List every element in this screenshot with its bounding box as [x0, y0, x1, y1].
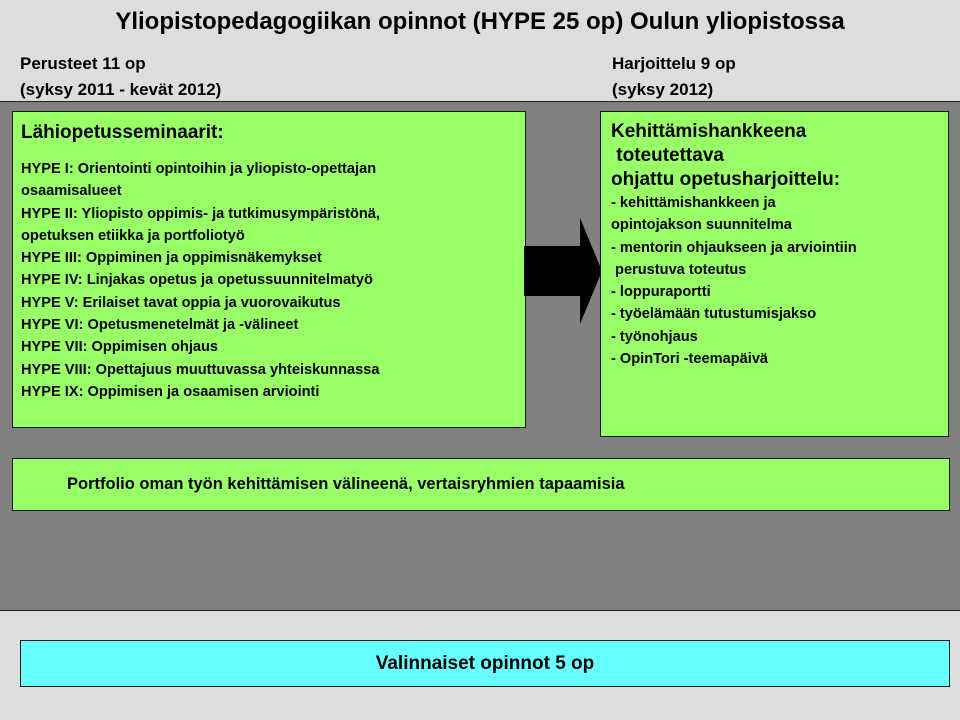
seminar-item: HYPE IV: Linjakas opetus ja opetussuunnitelmatyö [21, 272, 373, 289]
basics-period: (syksy 2011 - kevät 2012) [20, 80, 222, 99]
practice-item: - kehittämishankkeen ja [611, 195, 776, 211]
portfolio-text: Portfolio oman työn kehittämisen välineenä, vertaisryhmien tapaamisia [67, 475, 625, 493]
practice-credits: Harjoittelu 9 op [612, 54, 736, 73]
elective-box [20, 640, 950, 687]
practice-item: perustuva toteutus [611, 261, 747, 278]
seminar-item: HYPE VII: Oppimisen ohjaus [21, 339, 219, 356]
seminar-item: HYPE IX: Oppimisen ja osaamisen arviointi [21, 383, 320, 400]
seminar-item: HYPE II: Yliopisto oppimis- ja tutkimusympäristönä, [21, 205, 380, 222]
seminar-item: osaamisalueet [21, 183, 122, 200]
basics-header [20, 51, 221, 103]
seminar-item: HYPE III: Oppiminen ja oppimisnäkemykset [21, 250, 322, 267]
practice-item: - työnohjaus [611, 328, 698, 345]
practice-heading-line: toteutettava [611, 145, 724, 166]
practice-heading-line: Kehittämishankkeena [611, 121, 807, 142]
practice-box [600, 111, 949, 437]
page-title: Yliopistopedagogiikan opinnot (HYPE 25 op) Oulun yliopistossa [115, 8, 845, 35]
seminar-item: HYPE VI: Opetusmenetelmät ja -välineet [21, 317, 299, 334]
practice-item: - loppuraportti [611, 284, 711, 301]
basics-credits: Perusteet 11 op [20, 54, 146, 73]
practice-item: opintojakson suunnitelma [611, 217, 792, 234]
practice-item: - mentorin ohjaukseen ja arviointiin [611, 239, 857, 256]
elective-text: Valinnaiset opinnot 5 op [375, 652, 595, 674]
seminar-item: opetuksen etiikka ja portfoliotyö [21, 227, 245, 244]
arrow-right-icon [524, 218, 602, 324]
practice-item: - työelämään tutustumisjakso [611, 306, 817, 323]
portfolio-box [12, 458, 950, 511]
practice-period: (syksy 2012) [612, 80, 714, 99]
practice-heading-line: ohjattu opetusharjoittelu: [611, 169, 841, 190]
seminar-item: HYPE I: Orientointi opintoihin ja yliopisto-opettajan [21, 161, 377, 177]
seminar-item: HYPE VIII: Opettajuus muuttuvassa yhteiskunnassa [21, 361, 380, 378]
seminars-heading: Lähiopetusseminaarit: [21, 122, 224, 143]
seminar-item: HYPE V: Erilaiset tavat oppia ja vuorovaikutus [21, 294, 341, 311]
practice-header [612, 51, 736, 103]
seminars-box [12, 111, 526, 428]
practice-item: - OpinTori -teemapäivä [611, 351, 769, 368]
